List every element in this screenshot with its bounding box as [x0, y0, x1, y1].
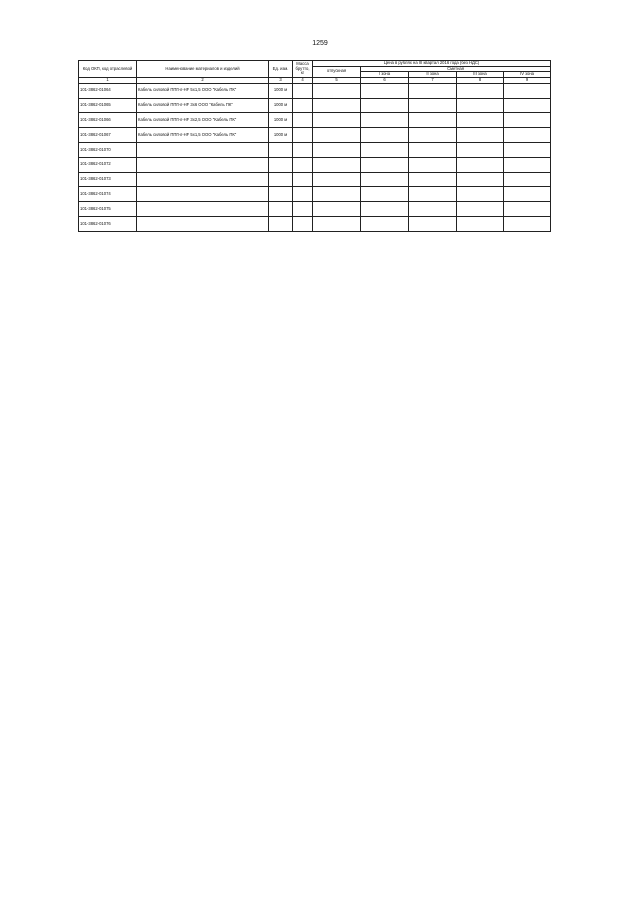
cell-z1 — [361, 113, 409, 128]
cell-mass — [293, 98, 313, 113]
cell-unit — [269, 172, 293, 187]
cell-release — [313, 128, 361, 143]
cell-z1 — [361, 157, 409, 172]
cell-z1 — [361, 187, 409, 202]
cell-z2 — [409, 217, 457, 232]
cell-code: 101-3862-01075 — [79, 202, 137, 217]
cell-z1 — [361, 83, 409, 98]
header-estimate: Сметная — [361, 66, 551, 72]
cell-z1 — [361, 217, 409, 232]
header-zone-2: II зона — [409, 72, 457, 78]
cell-unit — [269, 187, 293, 202]
cell-release — [313, 143, 361, 158]
table-row — [79, 157, 551, 172]
cell-code: 101-3862-01066 — [79, 113, 137, 128]
cell-z4 — [504, 143, 551, 158]
cell-name: Кабель силовой ППГнг-HF 3х2,5 ООО "Кабель ПК" — [137, 113, 269, 128]
cell-z1 — [361, 202, 409, 217]
cell-mass — [293, 128, 313, 143]
header-code: Код ОКП, код отраслевой — [79, 61, 137, 78]
table-row — [79, 113, 551, 128]
cell-code: 101-3862-01067 — [79, 128, 137, 143]
cell-z3 — [457, 217, 504, 232]
table-row — [79, 83, 551, 98]
header-mass: Масса брутто, кг — [293, 61, 313, 78]
table-row — [79, 98, 551, 113]
cell-z4 — [504, 157, 551, 172]
cell-unit — [269, 143, 293, 158]
table-row — [79, 187, 551, 202]
cell-z3 — [457, 83, 504, 98]
cell-z3 — [457, 187, 504, 202]
cell-release — [313, 157, 361, 172]
cell-name — [137, 202, 269, 217]
cell-z3 — [457, 113, 504, 128]
cell-release — [313, 113, 361, 128]
cell-unit: 1000 м — [269, 83, 293, 98]
table-row — [79, 128, 551, 143]
page-number: 1259 — [312, 40, 328, 47]
cell-z2 — [409, 143, 457, 158]
cell-mass — [293, 187, 313, 202]
cell-z2 — [409, 187, 457, 202]
cell-mass — [293, 172, 313, 187]
header-name: Наименование материалов и изделий — [137, 61, 269, 78]
table-row — [79, 143, 551, 158]
cell-z2 — [409, 113, 457, 128]
col-index: 9 — [504, 77, 551, 83]
cell-unit — [269, 217, 293, 232]
col-index: 6 — [361, 77, 409, 83]
cell-mass — [293, 83, 313, 98]
cell-z4 — [504, 217, 551, 232]
cell-code: 101-3862-01074 — [79, 187, 137, 202]
col-index: 4 — [293, 77, 313, 83]
cell-z3 — [457, 157, 504, 172]
col-index: 2 — [137, 77, 269, 83]
cell-unit: 1000 м — [269, 128, 293, 143]
header-price-title: Цена в рублях на III квартал 2016 года (без НДС) — [313, 61, 551, 67]
cell-code: 101-3862-01064 — [79, 83, 137, 98]
cell-release — [313, 187, 361, 202]
cell-z4 — [504, 83, 551, 98]
cell-unit — [269, 202, 293, 217]
cell-mass — [293, 143, 313, 158]
cell-release — [313, 98, 361, 113]
table-row — [79, 202, 551, 217]
cell-code: 101-3862-01070 — [79, 143, 137, 158]
cell-name: Кабель силовой ППГнг-HF 3х6 ООО "Кабель ПК" — [137, 98, 269, 113]
cell-code: 101-3862-01065 — [79, 98, 137, 113]
cell-code: 101-3862-01072 — [79, 157, 137, 172]
cell-release — [313, 202, 361, 217]
header-zone-1: I зона — [361, 72, 409, 78]
header-unit: Ед. изм. — [269, 61, 293, 78]
cell-name — [137, 157, 269, 172]
header-zone-4: IV зона — [504, 72, 551, 78]
cell-code: 101-3862-01076 — [79, 217, 137, 232]
cell-name — [137, 143, 269, 158]
cell-z1 — [361, 98, 409, 113]
cell-z4 — [504, 172, 551, 187]
cell-code: 101-3862-01073 — [79, 172, 137, 187]
cell-z3 — [457, 143, 504, 158]
cell-unit — [269, 157, 293, 172]
col-index: 5 — [313, 77, 361, 83]
cell-name: Кабель силовой ППГнг-HF 5х1,5 ООО "Кабель ПК" — [137, 128, 269, 143]
cell-release — [313, 217, 361, 232]
col-index: 7 — [409, 77, 457, 83]
col-index: 1 — [79, 77, 137, 83]
price-table — [78, 60, 551, 232]
cell-name: Кабель силовой ППГнг-HF 5х1,5 ООО "Кабель ПК" — [137, 83, 269, 98]
table-row — [79, 217, 551, 232]
cell-z2 — [409, 128, 457, 143]
cell-mass — [293, 202, 313, 217]
cell-z2 — [409, 98, 457, 113]
cell-z4 — [504, 113, 551, 128]
cell-z4 — [504, 98, 551, 113]
cell-name — [137, 172, 269, 187]
cell-z1 — [361, 128, 409, 143]
cell-z2 — [409, 157, 457, 172]
table-row — [79, 172, 551, 187]
cell-z2 — [409, 172, 457, 187]
cell-z2 — [409, 83, 457, 98]
header-release: отпускная — [313, 66, 361, 77]
cell-name — [137, 187, 269, 202]
cell-z4 — [504, 187, 551, 202]
cell-name — [137, 217, 269, 232]
cell-z2 — [409, 202, 457, 217]
cell-z4 — [504, 128, 551, 143]
cell-release — [313, 83, 361, 98]
cell-z3 — [457, 202, 504, 217]
cell-z4 — [504, 202, 551, 217]
cell-z1 — [361, 172, 409, 187]
cell-mass — [293, 157, 313, 172]
cell-z1 — [361, 143, 409, 158]
cell-z3 — [457, 172, 504, 187]
cell-unit: 1000 м — [269, 113, 293, 128]
cell-unit: 1000 м — [269, 98, 293, 113]
col-index: 3 — [269, 77, 293, 83]
cell-mass — [293, 217, 313, 232]
header-zone-3: III зона — [457, 72, 504, 78]
cell-release — [313, 172, 361, 187]
col-index: 8 — [457, 77, 504, 83]
cell-mass — [293, 113, 313, 128]
cell-z3 — [457, 128, 504, 143]
cell-z3 — [457, 98, 504, 113]
